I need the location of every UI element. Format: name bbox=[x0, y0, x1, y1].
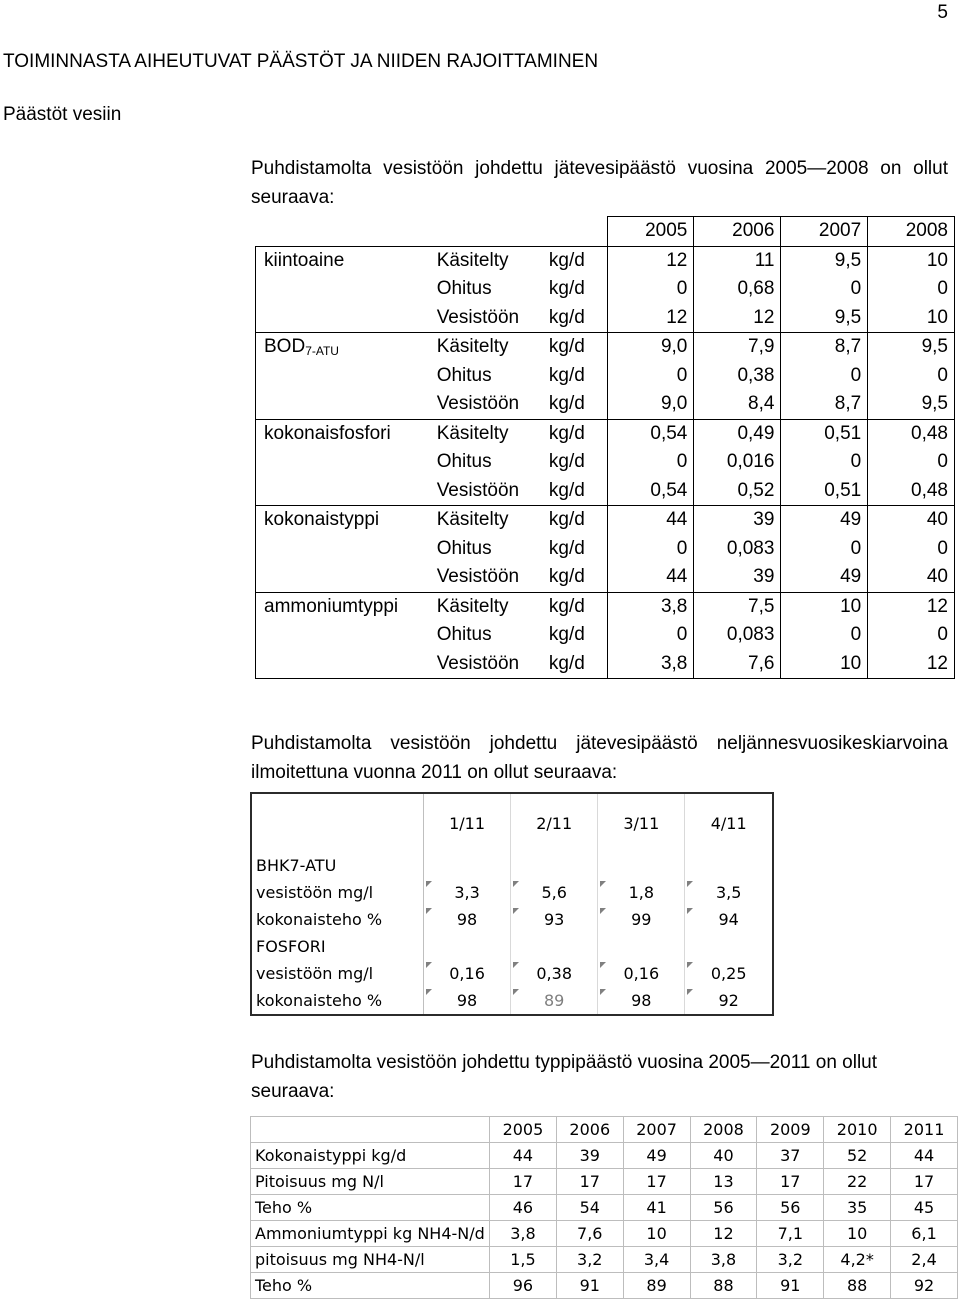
value-cell: 3,8 bbox=[690, 1247, 757, 1273]
parameter-name bbox=[256, 304, 437, 333]
table-row bbox=[251, 852, 773, 879]
value-cell: 17 bbox=[556, 1169, 623, 1195]
value-cell: 91 bbox=[757, 1273, 824, 1299]
comment-marker-icon bbox=[513, 908, 519, 914]
value-cell: 44 bbox=[891, 1143, 958, 1169]
value-cell: 40 bbox=[868, 506, 955, 535]
unit: kg/d bbox=[549, 304, 607, 333]
unit: kg/d bbox=[549, 246, 607, 275]
year-header: 2008 bbox=[868, 217, 955, 247]
value-cell: 0,38 bbox=[694, 362, 781, 391]
value-cell: 0 bbox=[607, 275, 694, 304]
value-cell bbox=[598, 987, 685, 1015]
table-row bbox=[256, 246, 955, 275]
row-label: Teho % bbox=[251, 1195, 490, 1221]
table-row bbox=[251, 933, 773, 960]
row-label: Kokonaistyppi kg/d bbox=[251, 1143, 490, 1169]
comment-marker-icon bbox=[687, 908, 693, 914]
subsection-heading: Päästöt vesiin bbox=[3, 104, 122, 125]
value-cell: 3,8 bbox=[607, 650, 694, 679]
year-header: 2005 bbox=[607, 217, 694, 247]
value-text: 0,16 bbox=[449, 964, 485, 983]
parameter-label: kokonaisfosfori bbox=[264, 422, 391, 444]
table-row bbox=[256, 390, 955, 419]
value-cell: 0 bbox=[607, 362, 694, 391]
row-label: Pitoisuus mg N/l bbox=[251, 1169, 490, 1195]
parameter-name bbox=[256, 275, 437, 304]
parameter-label: kokonaistyppi bbox=[264, 509, 380, 531]
value-cell: 44 bbox=[607, 563, 694, 592]
row-type: Vesistöön bbox=[437, 390, 549, 419]
value-cell: 10 bbox=[868, 246, 955, 275]
value-cell bbox=[685, 852, 773, 879]
value-text: 98 bbox=[456, 991, 478, 1010]
blank-cell bbox=[251, 793, 424, 852]
table-row bbox=[256, 419, 955, 448]
value-text: 94 bbox=[718, 910, 739, 929]
value-cell: 12 bbox=[690, 1221, 757, 1247]
value-cell: 6,1 bbox=[891, 1221, 958, 1247]
unit: kg/d bbox=[549, 477, 607, 506]
value-cell: 35 bbox=[824, 1195, 891, 1221]
quarter-header: 4/11 bbox=[685, 793, 773, 852]
unit: kg/d bbox=[549, 592, 607, 621]
parameter-name bbox=[256, 621, 437, 650]
parameter-name bbox=[256, 535, 437, 564]
comment-marker-icon bbox=[513, 881, 519, 887]
unit: kg/d bbox=[549, 650, 607, 679]
value-cell: 0 bbox=[868, 448, 955, 477]
year-header: 2008 bbox=[690, 1117, 757, 1143]
table-row bbox=[256, 333, 955, 362]
value-cell bbox=[511, 906, 598, 933]
value-text: 89 bbox=[544, 991, 565, 1010]
unit: kg/d bbox=[549, 621, 607, 650]
parameter-label: kiintoaine bbox=[264, 249, 345, 271]
value-cell: 41 bbox=[623, 1195, 690, 1221]
value-cell: 40 bbox=[868, 563, 955, 592]
comment-marker-icon bbox=[600, 908, 606, 914]
value-cell: 0,51 bbox=[781, 477, 868, 506]
value-cell bbox=[424, 960, 511, 987]
value-cell bbox=[511, 960, 598, 987]
table-row bbox=[251, 1169, 958, 1195]
value-cell: 22 bbox=[824, 1169, 891, 1195]
emissions-table-2005-2008 bbox=[255, 216, 955, 679]
value-cell bbox=[424, 879, 511, 906]
value-cell: 49 bbox=[781, 563, 868, 592]
parameter-name bbox=[256, 563, 437, 592]
value-cell: 9,5 bbox=[781, 304, 868, 333]
year-header: 2009 bbox=[757, 1117, 824, 1143]
table-row bbox=[256, 448, 955, 477]
quarter-header-row bbox=[251, 793, 773, 852]
comment-marker-icon bbox=[600, 881, 606, 887]
comment-marker-icon bbox=[600, 962, 606, 968]
value-cell: 10 bbox=[868, 304, 955, 333]
parameter-subscript: 7-ATU bbox=[305, 344, 339, 359]
row-label: Ammoniumtyppi kg NH4-N/d bbox=[251, 1221, 490, 1247]
table-row bbox=[256, 506, 955, 535]
row-type: Vesistöön bbox=[437, 650, 549, 679]
parameter-label: ammoniumtyppi bbox=[264, 595, 399, 617]
parameter-name bbox=[256, 448, 437, 477]
year-header: 2007 bbox=[781, 217, 868, 247]
value-text: 98 bbox=[456, 910, 478, 929]
table-row bbox=[256, 304, 955, 333]
value-cell: 52 bbox=[824, 1143, 891, 1169]
value-cell bbox=[685, 960, 773, 987]
value-cell: 0,51 bbox=[781, 419, 868, 448]
table-row bbox=[251, 906, 773, 933]
unit: kg/d bbox=[549, 535, 607, 564]
value-cell: 9,0 bbox=[607, 390, 694, 419]
value-cell: 0,083 bbox=[694, 535, 781, 564]
value-cell: 0,48 bbox=[868, 419, 955, 448]
value-cell bbox=[511, 879, 598, 906]
value-cell: 8,7 bbox=[781, 333, 868, 362]
quarter-header: 2/11 bbox=[511, 793, 598, 852]
value-cell: 7,9 bbox=[694, 333, 781, 362]
value-cell: 9,5 bbox=[868, 390, 955, 419]
value-cell: 0,52 bbox=[694, 477, 781, 506]
value-cell bbox=[598, 906, 685, 933]
section-heading: TOIMINNASTA AIHEUTUVAT PÄÄSTÖT JA NIIDEN RAJOITTAMINEN bbox=[3, 51, 599, 72]
value-cell: 96 bbox=[490, 1273, 557, 1299]
row-type: Vesistöön bbox=[437, 304, 549, 333]
value-cell: 3,8 bbox=[490, 1221, 557, 1247]
unit: kg/d bbox=[549, 275, 607, 304]
table-row bbox=[251, 987, 773, 1015]
year-header-row bbox=[256, 217, 955, 247]
table-row bbox=[251, 1143, 958, 1169]
value-cell: 3,8 bbox=[607, 592, 694, 621]
value-cell bbox=[685, 987, 773, 1015]
table-row bbox=[256, 275, 955, 304]
value-cell: 0 bbox=[868, 275, 955, 304]
row-type: Käsitelty bbox=[436, 595, 509, 617]
value-cell bbox=[511, 852, 598, 879]
comment-marker-icon bbox=[687, 962, 693, 968]
value-text: 0,38 bbox=[536, 964, 572, 983]
value-cell: 0,48 bbox=[868, 477, 955, 506]
row-label: Teho % bbox=[251, 1273, 490, 1299]
table-row bbox=[256, 563, 955, 592]
value-cell: 56 bbox=[690, 1195, 757, 1221]
value-cell: 10 bbox=[781, 650, 868, 679]
value-cell: 10 bbox=[824, 1221, 891, 1247]
value-cell: 49 bbox=[623, 1143, 690, 1169]
parameter-label: BOD bbox=[264, 336, 306, 358]
value-cell: 3,2 bbox=[556, 1247, 623, 1273]
value-cell: 88 bbox=[690, 1273, 757, 1299]
comment-marker-icon bbox=[426, 881, 432, 887]
nitrogen-table-2005-2011 bbox=[250, 1116, 958, 1299]
value-cell: 7,1 bbox=[757, 1221, 824, 1247]
value-cell: 45 bbox=[891, 1195, 958, 1221]
value-cell: 9,5 bbox=[781, 246, 868, 275]
value-cell bbox=[424, 852, 511, 879]
value-text: 98 bbox=[631, 991, 652, 1010]
value-cell: 3,2 bbox=[757, 1247, 824, 1273]
unit: kg/d bbox=[549, 448, 607, 477]
value-cell: 0,49 bbox=[694, 419, 781, 448]
value-cell: 17 bbox=[623, 1169, 690, 1195]
blank-cell bbox=[256, 217, 608, 247]
parameter-name bbox=[256, 390, 437, 419]
unit: kg/d bbox=[549, 333, 607, 362]
value-cell: 9,0 bbox=[607, 333, 694, 362]
value-cell: 10 bbox=[623, 1221, 690, 1247]
value-cell: 0 bbox=[781, 275, 868, 304]
value-cell: 88 bbox=[824, 1273, 891, 1299]
value-cell: 44 bbox=[490, 1143, 557, 1169]
row-type: Käsitelty bbox=[436, 422, 509, 444]
comment-marker-icon bbox=[687, 881, 693, 887]
table-row bbox=[256, 592, 955, 621]
value-cell: 44 bbox=[607, 506, 694, 535]
value-cell: 17 bbox=[490, 1169, 557, 1195]
parameter-name bbox=[256, 246, 437, 275]
year-header: 2005 bbox=[490, 1117, 557, 1143]
value-cell: 2,4 bbox=[891, 1247, 958, 1273]
year-header: 2006 bbox=[556, 1117, 623, 1143]
year-header: 2007 bbox=[623, 1117, 690, 1143]
comment-marker-icon bbox=[513, 989, 519, 995]
value-cell: 0 bbox=[781, 535, 868, 564]
row-label: BHK7-ATU bbox=[251, 852, 424, 879]
value-text: 5,6 bbox=[541, 883, 567, 902]
value-cell bbox=[598, 933, 685, 960]
value-cell bbox=[424, 933, 511, 960]
value-cell: 0 bbox=[868, 535, 955, 564]
value-cell: 0,54 bbox=[607, 477, 694, 506]
unit: kg/d bbox=[549, 419, 607, 448]
parameter-name bbox=[256, 592, 437, 621]
value-cell: 92 bbox=[891, 1273, 958, 1299]
value-cell: 0 bbox=[607, 535, 694, 564]
row-label: kokonaisteho % bbox=[251, 906, 424, 933]
row-label: kokonaisteho % bbox=[251, 987, 424, 1015]
value-cell: 54 bbox=[556, 1195, 623, 1221]
value-cell bbox=[598, 960, 685, 987]
value-cell: 37 bbox=[757, 1143, 824, 1169]
row-label: vesistöön mg/l bbox=[251, 879, 424, 906]
value-cell: 11 bbox=[694, 246, 781, 275]
parameter-name bbox=[256, 333, 437, 362]
unit: kg/d bbox=[549, 506, 607, 535]
blank-cell bbox=[251, 1117, 490, 1143]
table-row bbox=[256, 650, 955, 679]
value-cell: 0,016 bbox=[694, 448, 781, 477]
table-row bbox=[256, 477, 955, 506]
value-cell: 39 bbox=[694, 506, 781, 535]
value-cell: 46 bbox=[490, 1195, 557, 1221]
value-cell: 89 bbox=[623, 1273, 690, 1299]
quarterly-2011-table bbox=[250, 792, 774, 1016]
value-cell: 0 bbox=[868, 621, 955, 650]
value-cell: 0 bbox=[607, 448, 694, 477]
value-cell: 12 bbox=[694, 304, 781, 333]
value-cell: 0 bbox=[781, 362, 868, 391]
quarter-header: 1/11 bbox=[424, 793, 511, 852]
row-type: Vesistöön bbox=[437, 477, 549, 506]
value-cell bbox=[598, 879, 685, 906]
table-row bbox=[251, 879, 773, 906]
parameter-name bbox=[256, 477, 437, 506]
table-row bbox=[251, 1273, 958, 1299]
year-header-row bbox=[251, 1117, 958, 1143]
parameter-name bbox=[256, 650, 437, 679]
value-cell: 3,4 bbox=[623, 1247, 690, 1273]
value-cell: 13 bbox=[690, 1169, 757, 1195]
table-row bbox=[256, 362, 955, 391]
table-row bbox=[251, 1247, 958, 1273]
value-cell bbox=[685, 879, 773, 906]
table-row bbox=[251, 1221, 958, 1247]
comment-marker-icon bbox=[426, 908, 432, 914]
value-cell: 56 bbox=[757, 1195, 824, 1221]
comment-marker-icon bbox=[687, 989, 693, 995]
value-cell: 17 bbox=[757, 1169, 824, 1195]
value-cell: 40 bbox=[690, 1143, 757, 1169]
value-cell bbox=[424, 906, 511, 933]
row-type: Ohitus bbox=[436, 624, 492, 646]
value-text: 3,3 bbox=[454, 883, 480, 902]
value-cell: 39 bbox=[694, 563, 781, 592]
value-text: 93 bbox=[544, 910, 565, 929]
row-label: FOSFORI bbox=[251, 933, 424, 960]
value-text: 0,25 bbox=[710, 964, 747, 983]
value-cell: 10 bbox=[781, 592, 868, 621]
value-cell: 7,6 bbox=[694, 650, 781, 679]
value-text: 0,16 bbox=[623, 964, 660, 983]
value-cell: 12 bbox=[868, 592, 955, 621]
value-cell: 0,083 bbox=[694, 621, 781, 650]
parameter-name bbox=[256, 419, 437, 448]
value-cell: 17 bbox=[891, 1169, 958, 1195]
row-label: vesistöön mg/l bbox=[251, 960, 424, 987]
value-cell bbox=[598, 852, 685, 879]
table-row bbox=[251, 1195, 958, 1221]
value-cell: 49 bbox=[781, 506, 868, 535]
row-type: Käsitelty bbox=[436, 249, 509, 271]
row-type: Vesistöön bbox=[437, 563, 549, 592]
value-cell bbox=[685, 906, 773, 933]
year-header: 2011 bbox=[891, 1117, 958, 1143]
value-text: 92 bbox=[718, 991, 739, 1010]
page-number: 5 bbox=[937, 2, 948, 23]
unit: kg/d bbox=[549, 390, 607, 419]
row-type: Ohitus bbox=[436, 278, 492, 300]
table-row bbox=[256, 621, 955, 650]
row-type: Ohitus bbox=[436, 364, 492, 386]
value-text: 1,8 bbox=[628, 883, 655, 902]
year-header: 2006 bbox=[694, 217, 781, 247]
value-cell: 0,68 bbox=[694, 275, 781, 304]
value-text: 3,5 bbox=[715, 883, 742, 902]
table-row bbox=[251, 960, 773, 987]
value-cell: 12 bbox=[607, 246, 694, 275]
paragraph-quarterly-2011: Puhdistamolta vesistöön johdettu jätevesipäästö neljännesvuosikeskiarvoina ilmoitettuna vuonna 2011 on ollut seuraava: bbox=[251, 733, 948, 783]
value-cell: 0 bbox=[868, 362, 955, 391]
value-cell: 12 bbox=[868, 650, 955, 679]
value-cell: 4,2* bbox=[824, 1247, 891, 1273]
row-type: Ohitus bbox=[436, 537, 492, 559]
paragraph-nitrogen-2005-2011: Puhdistamolta vesistöön johdettu typpipäästö vuosina 2005—2011 on ollut seuraava: bbox=[251, 1052, 878, 1102]
row-type: Ohitus bbox=[436, 451, 492, 473]
comment-marker-icon bbox=[426, 962, 432, 968]
parameter-name bbox=[256, 506, 437, 535]
value-cell: 91 bbox=[556, 1273, 623, 1299]
comment-marker-icon bbox=[426, 989, 432, 995]
value-cell: 0 bbox=[607, 621, 694, 650]
table-row bbox=[256, 535, 955, 564]
quarter-header: 3/11 bbox=[598, 793, 685, 852]
comment-marker-icon bbox=[513, 962, 519, 968]
value-cell bbox=[424, 987, 511, 1015]
value-cell bbox=[511, 933, 598, 960]
value-cell: 0,54 bbox=[607, 419, 694, 448]
comment-marker-icon bbox=[600, 989, 606, 995]
value-cell bbox=[511, 987, 598, 1015]
row-type: Käsitelty bbox=[436, 336, 509, 358]
value-cell: 8,7 bbox=[781, 390, 868, 419]
paragraph-wastewater-2005-2008: Puhdistamolta vesistöön johdettu jätevesipäästö vuosina 2005—2008 on ollut seuraava: bbox=[251, 158, 948, 208]
value-cell: 0 bbox=[781, 621, 868, 650]
unit: kg/d bbox=[549, 362, 607, 391]
value-cell: 7,6 bbox=[556, 1221, 623, 1247]
unit: kg/d bbox=[549, 563, 607, 592]
value-cell: 12 bbox=[607, 304, 694, 333]
value-cell: 9,5 bbox=[868, 333, 955, 362]
row-type: Käsitelty bbox=[436, 509, 509, 531]
value-cell: 39 bbox=[556, 1143, 623, 1169]
row-label: pitoisuus mg NH4-N/l bbox=[251, 1247, 490, 1273]
value-cell bbox=[685, 933, 773, 960]
value-cell: 0 bbox=[781, 448, 868, 477]
value-text: 99 bbox=[631, 910, 652, 929]
value-cell: 1,5 bbox=[490, 1247, 557, 1273]
parameter-name bbox=[256, 362, 437, 391]
value-cell: 7,5 bbox=[694, 592, 781, 621]
year-header: 2010 bbox=[824, 1117, 891, 1143]
value-cell: 8,4 bbox=[694, 390, 781, 419]
